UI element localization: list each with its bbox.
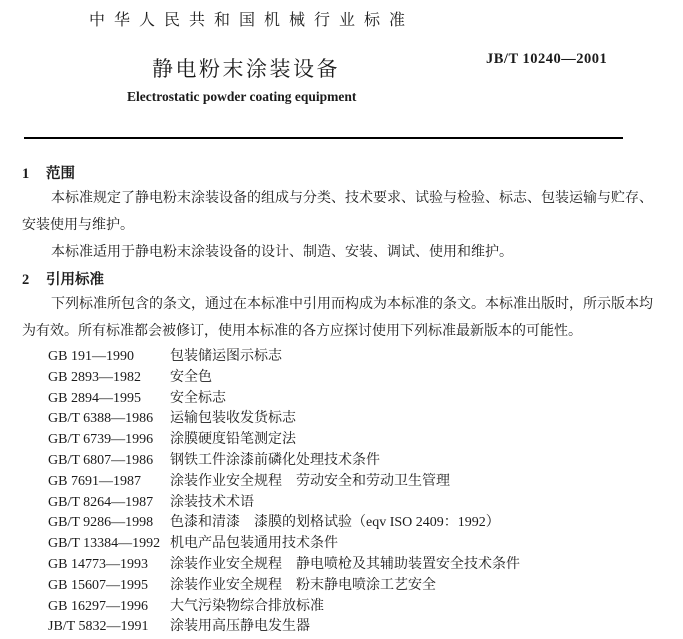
reference-title: 钢铁工件涂漆前磷化处理技术条件 xyxy=(170,452,380,468)
reference-row xyxy=(48,472,673,493)
reference-title: 涂装用高压静电发生器 xyxy=(170,619,310,635)
reference-row xyxy=(48,534,673,555)
paragraph-line: 本标准适用于静电粉末涂装设备的设计、制造、安装、调试、使用和维护。 xyxy=(51,245,513,260)
section-2-heading xyxy=(22,268,104,289)
section-1-heading xyxy=(22,162,75,183)
reference-code: GB 15607—1995 xyxy=(48,577,148,593)
referenced-standards-list xyxy=(48,347,673,638)
reference-code: GB/T 6388—1986 xyxy=(48,411,154,427)
paragraph-line: 为有效。所有标准都会被修订，使用本标准的各方应探讨使用下列标准最新版本的可能性。 xyxy=(22,323,582,339)
header-divider xyxy=(24,137,623,139)
section-2-number: 2 xyxy=(22,272,30,288)
reference-code: GB/T 8264—1987 xyxy=(48,494,154,510)
reference-row xyxy=(48,368,673,389)
reference-code: GB 16297—1996 xyxy=(48,598,148,614)
section-2-intro xyxy=(22,292,672,345)
reference-code: GB 2894—1995 xyxy=(48,390,141,406)
reference-row xyxy=(48,347,673,368)
reference-row xyxy=(48,617,673,638)
reference-title: 机电产品包装通用技术条件 xyxy=(170,536,338,552)
reference-title: 包装储运图示标志 xyxy=(170,349,282,364)
reference-title: 涂装作业安全规程 静电喷枪及其辅助装置安全技术条件 xyxy=(170,556,520,572)
reference-code: GB/T 13384—1992 xyxy=(48,536,161,552)
section-1-body xyxy=(22,185,672,266)
paragraph-line: 安装使用与维护。 xyxy=(22,218,134,233)
reference-title: 安全色 xyxy=(170,369,212,385)
reference-row xyxy=(48,555,673,576)
reference-code: GB 2893—1982 xyxy=(48,369,141,385)
document-title-cn: 静电粉末涂装设备 xyxy=(152,57,340,81)
reference-row xyxy=(48,597,673,618)
reference-title: 涂装作业安全规程 粉末静电喷涂工艺安全 xyxy=(170,577,436,593)
reference-title: 运输包装收发货标志 xyxy=(170,411,296,427)
reference-row xyxy=(48,513,673,534)
reference-code: GB/T 6807—1986 xyxy=(48,452,154,468)
reference-title: 大气污染物综合排放标准 xyxy=(170,598,324,614)
standard-number: JB/T 10240—2001 xyxy=(486,51,608,67)
paragraph-line: 下列标准所包含的条文，通过在本标准中引用而构成为本标准的条文。本标准出版时，所示版本均 xyxy=(51,297,653,312)
reference-row xyxy=(48,451,673,472)
reference-code: GB 14773—1993 xyxy=(48,556,148,572)
reference-title: 色漆和清漆 漆膜的划格试验（eqv ISO 2409：1992） xyxy=(170,515,500,531)
reference-row xyxy=(48,409,673,430)
reference-code: GB 191—1990 xyxy=(48,349,134,364)
section-1-number: 1 xyxy=(22,166,30,182)
section-2-title: 引用标准 xyxy=(46,272,104,288)
reference-row xyxy=(48,576,673,597)
document-title-en: Electrostatic powder coating equipment xyxy=(127,89,357,104)
paragraph-line: 本标准规定了静电粉末涂装设备的组成与分类、技术要求、试验与检验、标志、包装运输与贮存、 xyxy=(51,191,653,206)
reference-row xyxy=(48,389,673,410)
reference-row xyxy=(48,493,673,514)
reference-title: 涂装作业安全规程 劳动安全和劳动卫生管理 xyxy=(170,473,450,489)
reference-title: 安全标志 xyxy=(170,390,226,406)
reference-code: GB/T 9286—1998 xyxy=(48,515,154,531)
reference-title: 涂膜硬度铅笔测定法 xyxy=(170,432,296,448)
standard-class-title: 中华人民共和国机械行业标准 xyxy=(89,12,415,29)
reference-row xyxy=(48,430,673,451)
reference-code: GB 7691—1987 xyxy=(48,473,141,489)
section-1-title: 范围 xyxy=(46,166,75,182)
reference-code: GB/T 6739—1996 xyxy=(48,432,154,448)
reference-title: 涂装技术术语 xyxy=(170,494,254,510)
reference-code: JB/T 5832—1991 xyxy=(48,619,149,635)
